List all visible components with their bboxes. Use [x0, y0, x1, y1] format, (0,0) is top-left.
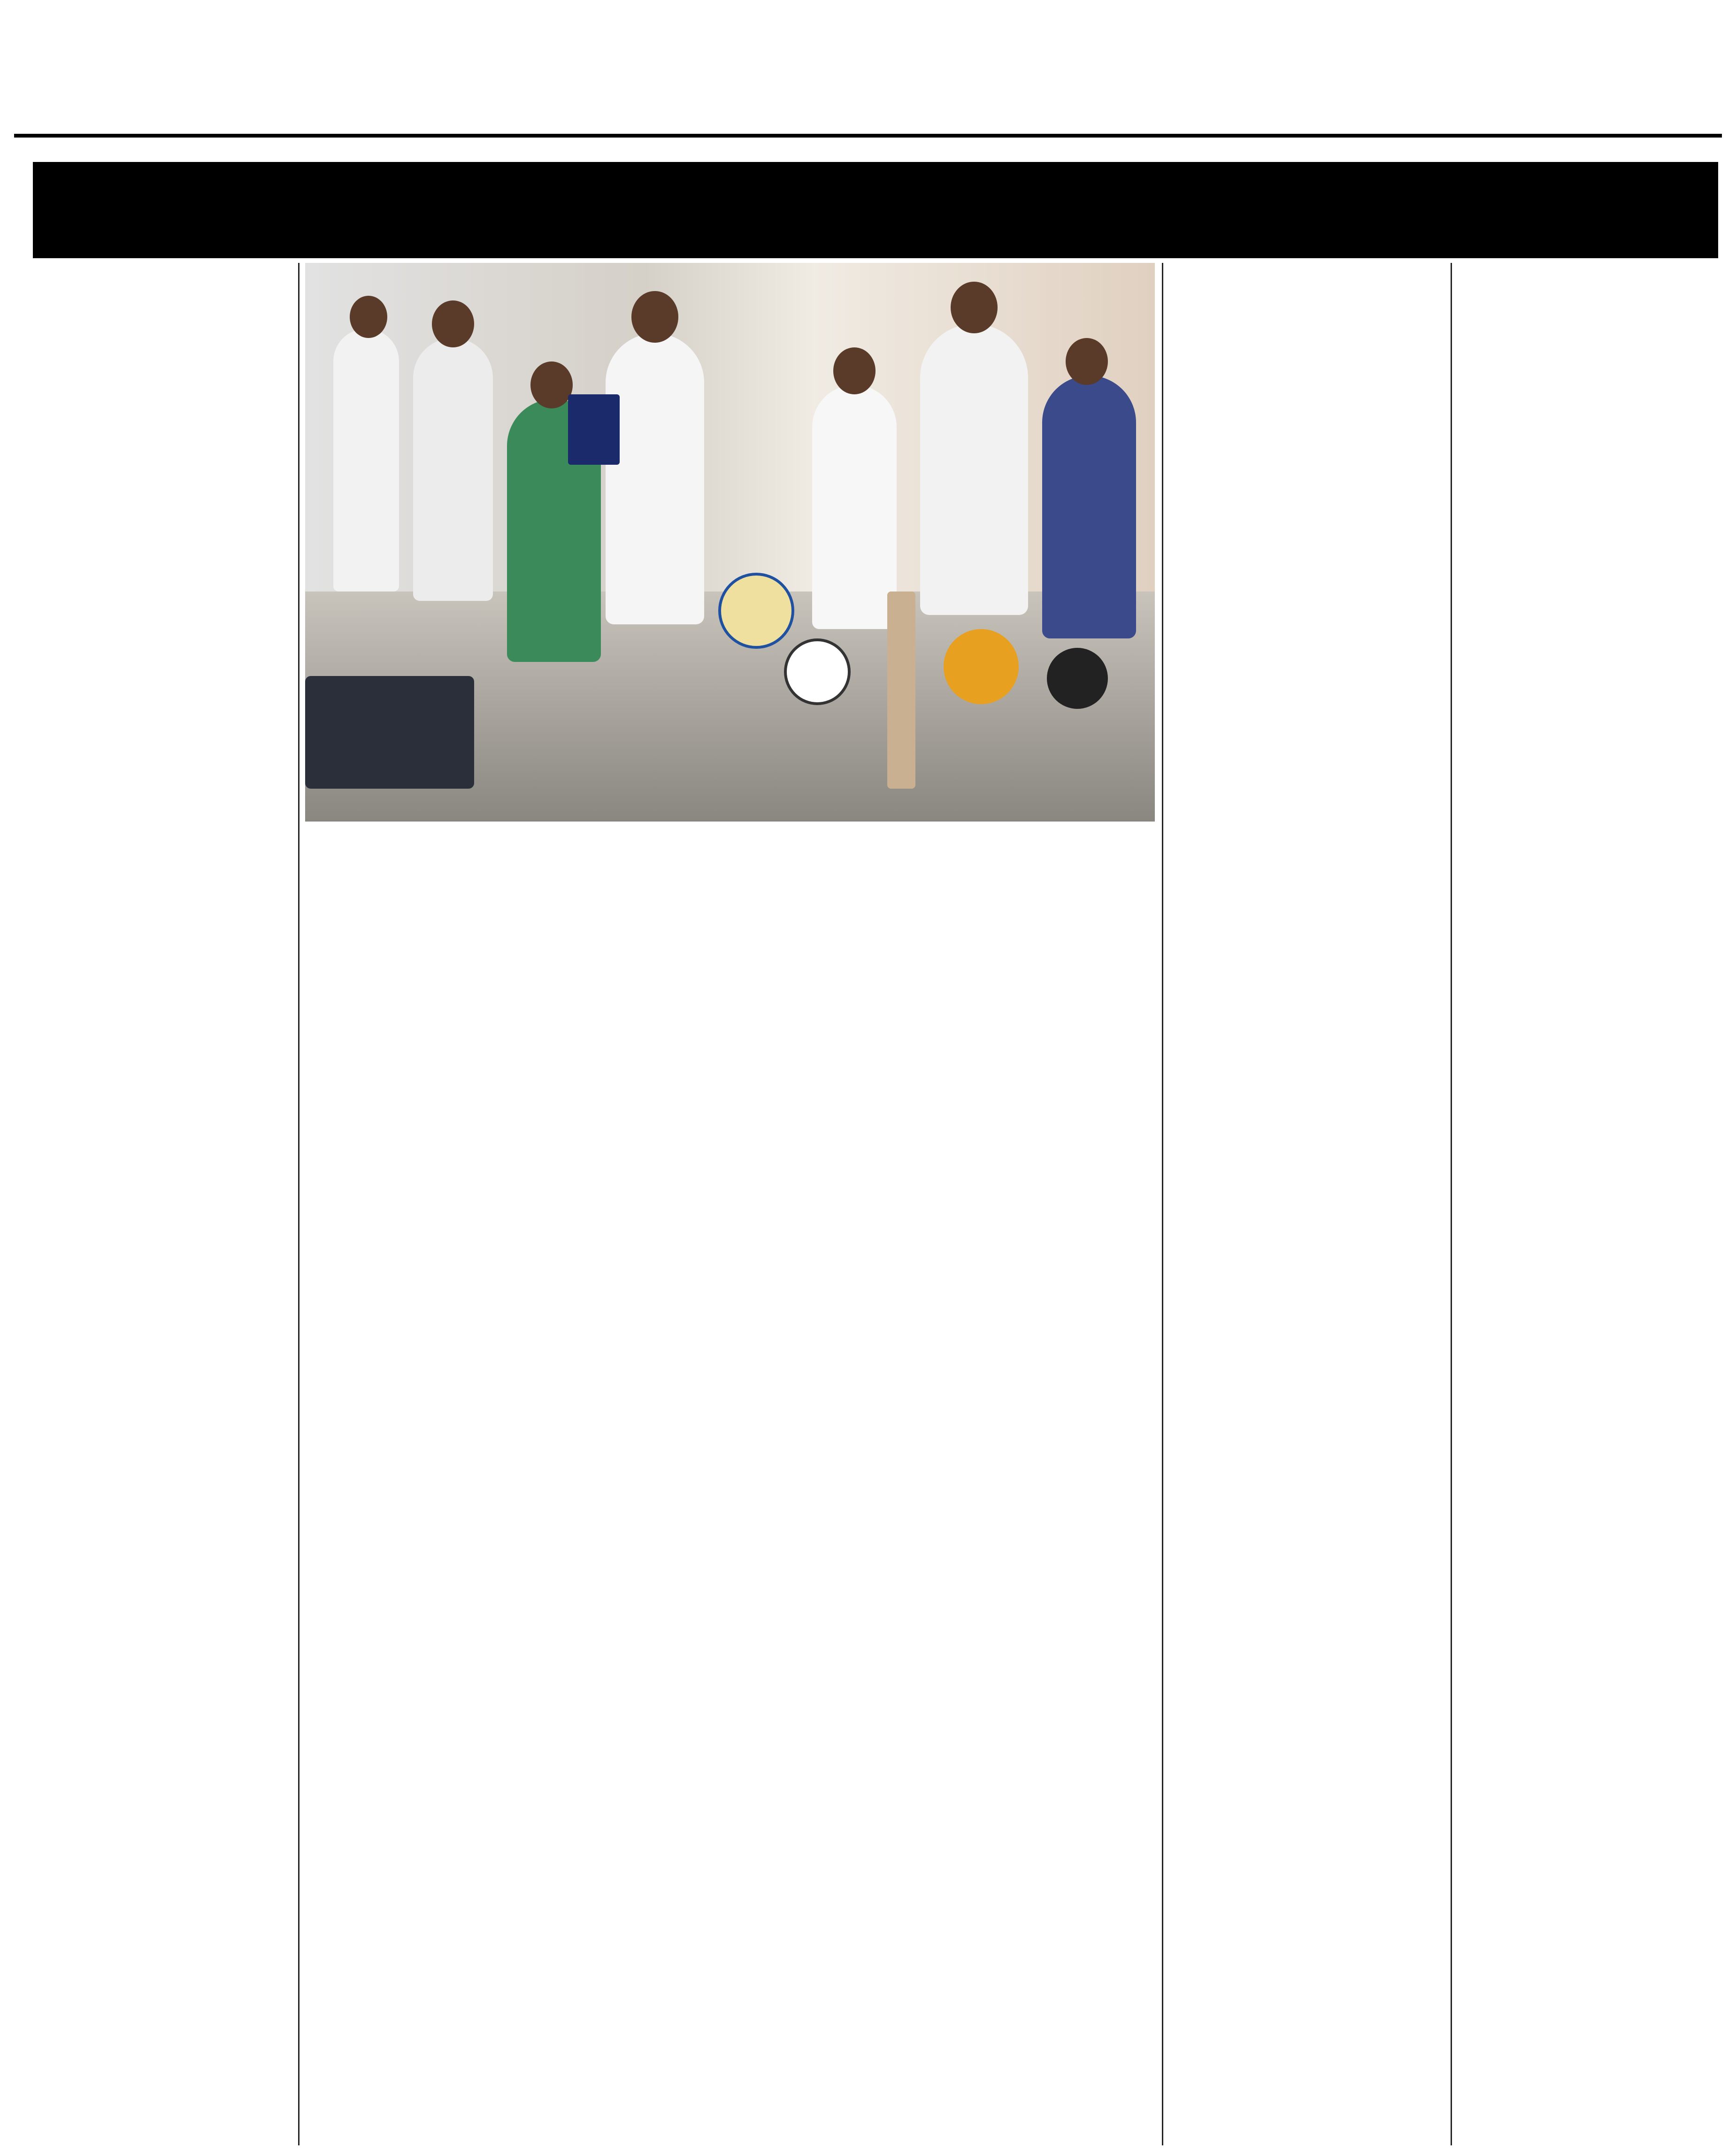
article-column-2	[305, 826, 577, 2145]
column-rule	[298, 263, 300, 2145]
person-figure	[1042, 376, 1136, 638]
article-column-4	[883, 826, 1155, 2145]
person-figure	[606, 333, 704, 624]
article-column-3	[594, 826, 866, 2145]
person-head	[951, 282, 998, 333]
column-rule	[1162, 263, 1163, 2145]
person-head	[530, 361, 573, 408]
photo-caption	[305, 638, 1155, 826]
volleyball	[718, 573, 794, 649]
person-head	[631, 291, 678, 343]
certificate	[568, 394, 620, 465]
headline	[14, 9, 1722, 127]
subheadline	[33, 162, 1718, 258]
person-head	[432, 300, 474, 347]
person-figure	[812, 385, 897, 629]
person-figure	[333, 329, 399, 592]
person-head	[1066, 338, 1108, 385]
article-column-6	[1455, 263, 1723, 2145]
article-column-1	[14, 263, 291, 2145]
person-head	[350, 296, 387, 338]
headline-rule	[14, 134, 1722, 138]
person-figure	[920, 324, 1028, 615]
person-figure	[413, 338, 493, 601]
article-column-5	[1169, 263, 1446, 2145]
person-head	[833, 347, 876, 394]
column-rule	[1451, 263, 1452, 2145]
